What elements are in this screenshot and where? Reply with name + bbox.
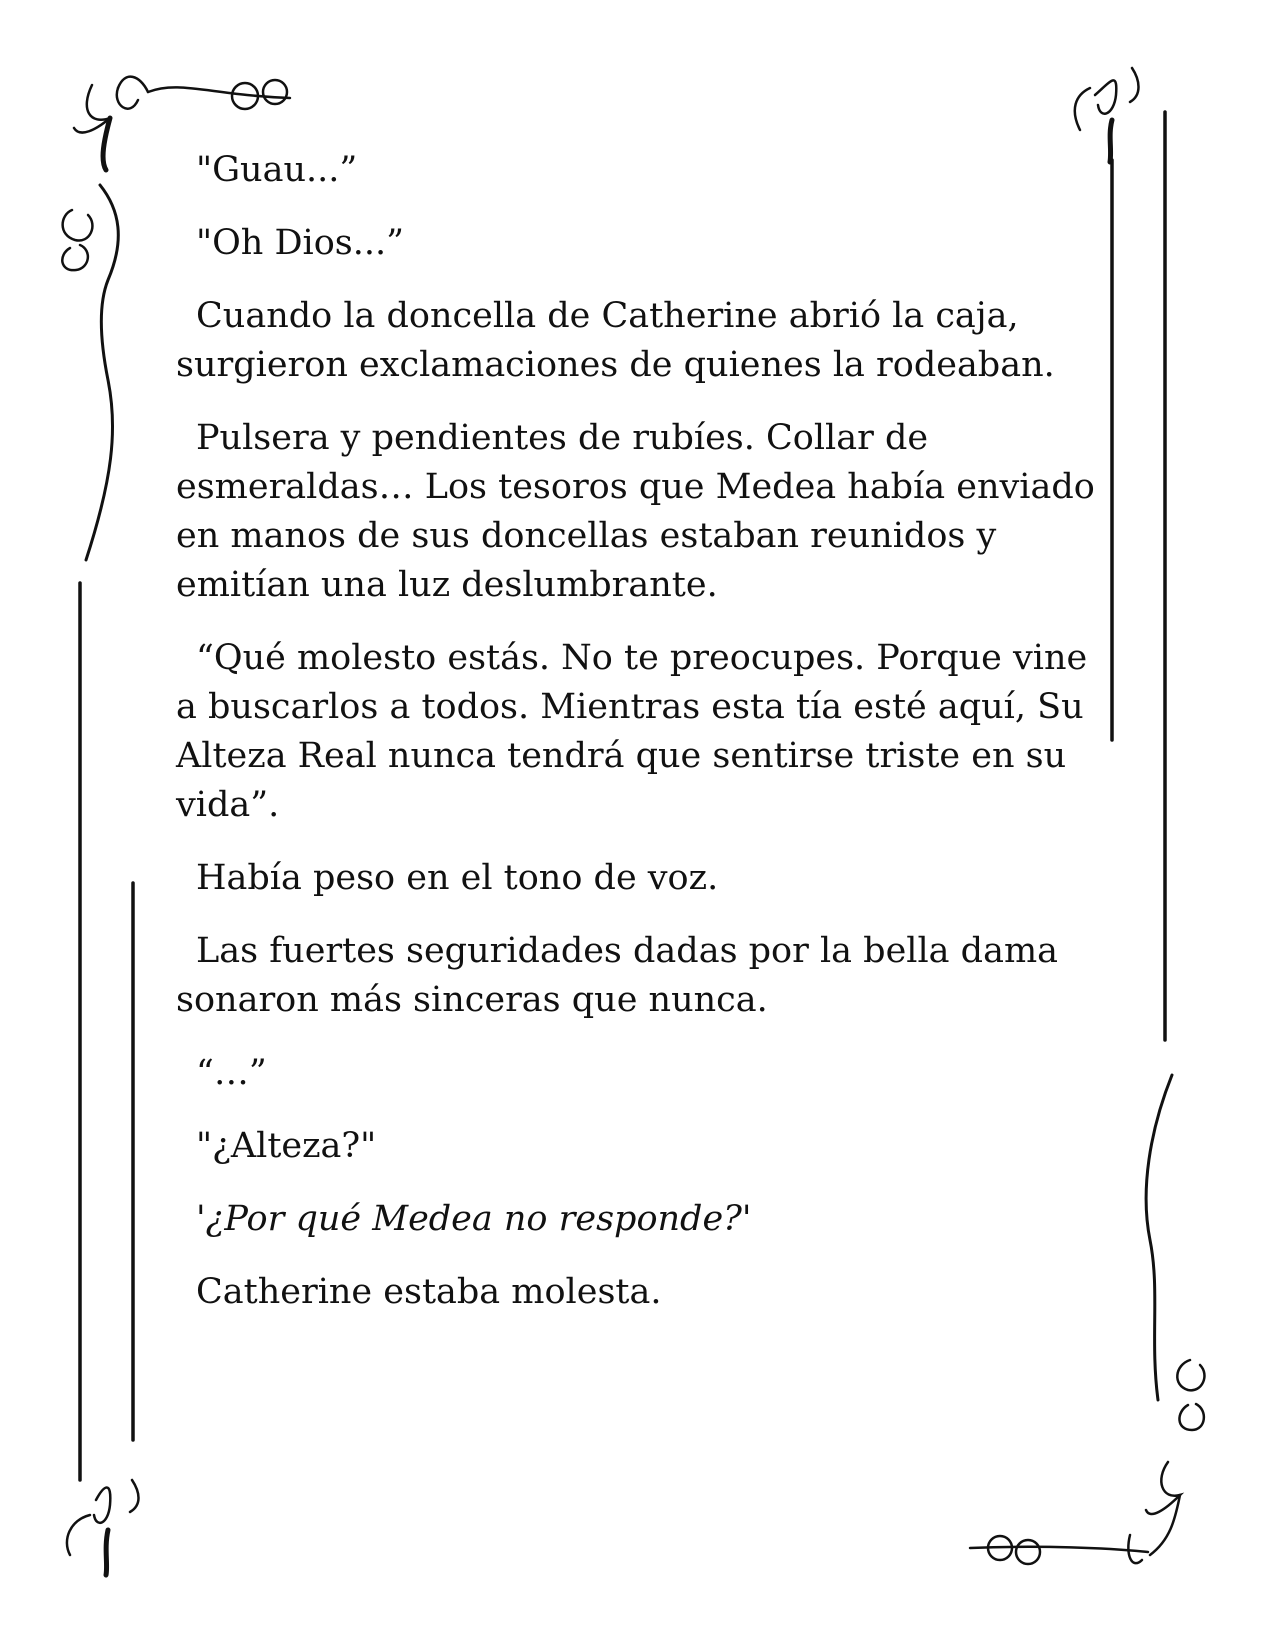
paragraph-5: “Qué molesto estás. No te preocupes. Porque vine a buscarlos a todos. Mientras esta tía esté aquí, Su Alteza Real nunca tendrá que sentirse triste en su vida”. [176,638,1088,825]
paragraph-9: "¿Alteza?" [196,1126,377,1166]
paragraph-8: “…” [196,1053,267,1093]
paragraph-7: Las fuertes seguridades dadas por la bella dama sonaron más sinceras que nunca. [176,931,1058,1020]
paragraph-2: "Oh Dios...” [196,223,405,263]
paragraph-11: Catherine estaba molesta. [196,1272,662,1312]
story-text [176,146,1096,1341]
paragraph-4: Pulsera y pendientes de rubíes. Collar de esmeraldas… Los tesoros que Medea había enviado en manos de sus doncellas estaban reunidos y emitían una luz deslumbrante. [176,418,1095,605]
paragraph-3: Cuando la doncella de Catherine abrió la caja, surgieron exclamaciones de quienes la rodeaban. [176,296,1055,385]
left-vertical-lines [80,583,133,1480]
paragraph-6: Había peso en el tono de voz. [196,858,719,898]
paragraph-1: "Guau...” [196,150,358,190]
bottom-left-flourish [67,1480,139,1575]
paragraph-10-thought: '¿Por qué Medea no responde?' [196,1199,752,1239]
